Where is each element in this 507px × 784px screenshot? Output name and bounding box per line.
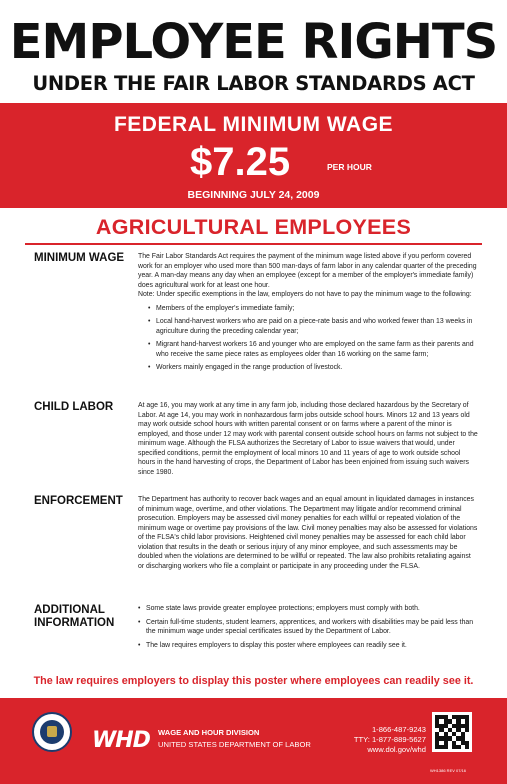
minimum-wage-text: The Fair Labor Standards Act requires the payment of the minimum wage listed above if you perform covered work for an employer who used more than 500 man-days of farm labor in any calendar quarter of the preceding year. A man-day means any day when an employee (except for a member of the employer's immediate family) does agricultural work for at least one hour. <box>138 253 477 289</box>
whd-logo: WHD <box>92 728 150 753</box>
child-labor-body <box>138 401 478 477</box>
additional-info-body <box>138 604 478 650</box>
minimum-wage-section <box>34 252 479 387</box>
qr-code-icon[interactable] <box>432 712 472 752</box>
dol-seal-icon <box>32 712 72 752</box>
enforcement-label: ENFORCEMENT <box>34 495 123 507</box>
contact-info <box>340 725 426 755</box>
enforcement-body <box>138 495 478 571</box>
additional-info-item: • Certain full-time students, student learners, apprentices, and workers with disabilities may be paid less than the minimum wage under special certificates issued by the Department of Labor. <box>138 618 478 637</box>
section-heading: AGRICULTURAL EMPLOYEES <box>95 215 412 239</box>
seal-eagle <box>47 726 57 737</box>
additional-info-section <box>34 604 479 666</box>
exemption-item: • Migrant hand-harvest workers 16 and younger who are employed on the same farm as their parents and who receive the same piece rates as employees older than 16 working on the same farm; <box>148 340 478 359</box>
child-labor-section <box>34 401 479 493</box>
child-labor-text: At age 16, you may work at any time in any farm job, including those declared hazardous by the Secretary of Labor. At age 14, you may work in nonhazardous farm jobs outside school hours. Minors 12 and 13 years old may work outside school hours with written parental consent or on farms where a parent of the minor is employed, and those under 12 may work with parental consent outside school hours on farms not subject to the minimum wage. Although the FLSA authorizes the Secretary of Labor to issue waivers that would, under specified conditions, permit the employment of local minors 10 and 11 years of age to work outside school hours in the hand harvesting of crops, the Department of Labor has been enjoined from issuing such waivers since 1980. <box>138 402 478 476</box>
wage-title: FEDERAL MINIMUM WAGE <box>113 113 394 136</box>
qr-pattern <box>435 715 469 749</box>
wage-per-hour: PER HOUR <box>327 162 372 172</box>
minimum-wage-body <box>138 252 478 373</box>
website-link[interactable]: www.dol.gov/whd <box>367 745 426 754</box>
exemption-item: • Local hand-harvest workers who are paid on a piece-rate basis and who worked fewer than 13 weeks in agriculture during the preceding calendar year; <box>148 317 478 336</box>
enforcement-text: The Department has authority to recover back wages and an equal amount in liquidated damages in instances of minimum wage, overtime, and other violations. The Department may litigate and/or recommend criminal prosecution. Employers may be assessed civil money penalties for each willful or repeated violation of the minimum wage or overtime pay provisions of the law. Civil money penalties may also be assessed for violations of the FLSA's child labor provisions. Heightened civil money penalties may be assessed for each child labor violation that results in the death or serious injury of any minor employee, and such assessments may be doubled when the violations are determined to be willful or repeated. The law also prohibits retaliating against or discharging workers who file a complaint or participate in any proceeding under the FLSA. <box>138 496 478 570</box>
poster-title: EMPLOYEE RIGHTS <box>9 14 498 70</box>
child-labor-label: CHILD LABOR <box>34 401 114 413</box>
display-requirement-notice: The law requires employers to display this poster where employees can readily see it. <box>33 675 474 687</box>
additional-info-label-line1: ADDITIONAL <box>34 604 105 616</box>
enforcement-section <box>34 495 479 595</box>
additional-info-item: • Some state laws provide greater employee protections; employers must comply with both. <box>138 604 478 614</box>
form-number: WH1386 REV 07/16 <box>430 768 467 773</box>
heading-divider <box>25 243 482 245</box>
minimum-wage-banner <box>0 103 507 208</box>
tty-number: TTY: 1-877-889-5627 <box>353 735 426 744</box>
minimum-wage-note: Note: Under specific exemptions in the law, employers do not have to pay the minimum wage to the following: <box>138 291 472 298</box>
additional-info-item: • The law requires employers to display this poster where employees can readily see it. <box>138 641 478 651</box>
additional-info-label-line2: INFORMATION <box>34 617 115 629</box>
header <box>0 0 507 103</box>
wage-amount: $7.25 <box>190 140 291 184</box>
agency-name: WAGE AND HOUR DIVISION <box>158 728 260 737</box>
department-name: UNITED STATES DEPARTMENT OF LABOR <box>158 740 311 749</box>
phone-number: 1-866-487-9243 <box>371 725 426 734</box>
exemption-item: • Members of the employer's immediate family; <box>148 304 478 314</box>
minimum-wage-label: MINIMUM WAGE <box>34 252 125 264</box>
wage-effective-date: BEGINNING JULY 24, 2009 <box>187 189 320 201</box>
seal-center <box>40 720 64 744</box>
poster-subtitle: UNDER THE FAIR LABOR STANDARDS ACT <box>32 72 475 95</box>
footer <box>0 698 507 784</box>
additional-info-label <box>34 604 134 630</box>
exemption-item: • Workers mainly engaged in the range production of livestock. <box>148 363 478 373</box>
